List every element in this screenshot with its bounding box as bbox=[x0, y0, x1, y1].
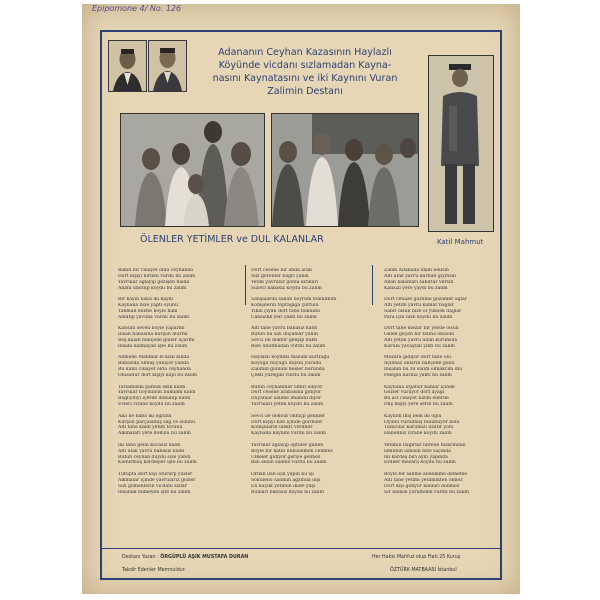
verse-line: Zalim Adanada idam edilsin bbox=[384, 268, 449, 273]
verse-line: Bu acı cinayet bizim ellerde bbox=[384, 396, 449, 402]
portrait-left bbox=[108, 40, 147, 92]
section-heading: ÖLENLER YETİMLER ve DUL KALANLAR bbox=[140, 234, 324, 245]
verse-line: Böyle bir salime ailelimme dememe bbox=[384, 471, 468, 477]
verse-line: Duyanlar salime imanını diyor bbox=[251, 396, 322, 402]
verse-line: Açılmaz onların bahçede güllü bbox=[384, 361, 455, 367]
portrait-right bbox=[148, 40, 187, 92]
stanza bbox=[384, 355, 502, 379]
verse-line: Düş kişiyi yere serdi bu zalim bbox=[384, 402, 453, 408]
verse-line: Aldatıp yavuna vurdu bu zalim bbox=[118, 314, 190, 320]
verse-line: Cansızlık yeri yaktı bu zalim bbox=[251, 314, 317, 320]
verse-line: Köyüğü büyüğü duydu yürüdü bbox=[251, 361, 322, 367]
verse-line: Altı ufak yavru babasız kaldı bbox=[118, 448, 185, 454]
verse-line: Altı tane yavru babasız kaldı bbox=[251, 326, 318, 332]
verse-line: Kansını seven böyle yaparmı bbox=[118, 326, 185, 332]
stanza bbox=[384, 414, 502, 438]
verse-line: Tozacilar karıımızı uzatır yolu bbox=[384, 425, 454, 431]
killer-photo bbox=[428, 55, 494, 232]
man-portrait-icon bbox=[149, 41, 186, 91]
stanza bbox=[251, 355, 369, 379]
author-label: Destanı Yazan bbox=[122, 555, 156, 560]
verse-line: Altı yetim yavru allah korunsun bbox=[384, 338, 458, 344]
verse-line: Yıkın çıyan dört tane büküldü bbox=[251, 308, 320, 314]
title-line: Zalimin Destanı bbox=[267, 86, 343, 97]
verse-line: Sizi gömenlerin vicdanı sızlar bbox=[118, 483, 187, 489]
stanza bbox=[118, 472, 236, 496]
verse-line: Ordan ilan için yapın bu işi bbox=[251, 471, 314, 477]
verse-line: Sabri olsun bize ol yüksek dağlar bbox=[384, 308, 462, 314]
stanza bbox=[118, 385, 236, 409]
verse-line: Sabşalarda sallan boyrum büküldüm bbox=[251, 297, 337, 303]
verse-line: Allahı unutup koydu bu zalim bbox=[118, 285, 187, 291]
verse-line: Yavrular ağlayıp öptüler günen bbox=[251, 442, 324, 448]
verse-line: İnsan babasına kurşun atarmı bbox=[118, 332, 188, 338]
verse-line: Hanenniz virane koydu zalim bbox=[384, 431, 452, 437]
verse-line: Mezara gidiyor dört tane ölü bbox=[384, 355, 451, 361]
verse-line: Dört cesene arabasına gidiyor bbox=[251, 390, 322, 396]
stanza bbox=[251, 414, 369, 438]
verse-line: Erdiler mezara koydu bu zalim bbox=[384, 460, 456, 466]
verse-line: Bir kayın baba iki kaynı bbox=[118, 297, 174, 303]
verse-line: Böyle bir katili nebisinmen cenmez bbox=[251, 448, 333, 454]
column-divider bbox=[372, 265, 373, 305]
verse-line: Bağlıydıyı içerde dökülüp kaldı bbox=[118, 396, 191, 402]
verse-line: En küçük yetimin ikide yaşı bbox=[251, 483, 316, 489]
verse-line: Yavruları yetim koydu bu zalim bbox=[251, 402, 324, 408]
verse-line: Çekti yüreğini vurdu bu zalim bbox=[251, 373, 321, 379]
verse-line: İki kardeş biri ayın yapında bbox=[384, 454, 448, 460]
verse-line: Sökülebu salimin ağzında dişi bbox=[251, 477, 321, 483]
verse-line: Dört kişiyi kan içinde gördüler bbox=[251, 419, 323, 425]
verse-line: Feleğin narına yaktı bu zalim bbox=[384, 373, 452, 379]
verse-line: Kurulu yavaştan yıktı bu zalim bbox=[384, 343, 455, 349]
stanza bbox=[118, 326, 236, 350]
verse-line: Bütün bu sizi duyanlar yandı bbox=[251, 332, 318, 338]
verse-line: Gelen geçen bir fatiha okusun bbox=[384, 332, 455, 338]
footer-author: Destanı Yazan : ÖRGÜPLÜ AŞIK MUSTAFA DURAN bbox=[122, 555, 249, 560]
crowd-photo bbox=[271, 113, 419, 227]
stanza bbox=[384, 443, 502, 467]
verse-line: Allah kalanları sabırlar versin bbox=[384, 279, 454, 285]
stanza bbox=[118, 414, 236, 438]
verse-line: Komşilerin toprağığa çürtulu bbox=[251, 303, 319, 309]
verse-line: Bütün ceyhanlılar ölmri ediyor bbox=[251, 384, 323, 390]
verse-line: Sizleri babasız koydu bu zalim bbox=[251, 285, 322, 291]
verse-line: Altı yetim yavru kanlar bağlar bbox=[384, 303, 454, 309]
verse-line: Yetimin bağırlar nerede hisarından bbox=[384, 442, 466, 448]
verse-line: Zalimin gönlüni kesler büründü bbox=[251, 367, 325, 373]
verse-line: Bakın bir cinayet oldu ceyhanda bbox=[118, 268, 194, 273]
verse-line: Kansızı yere yaydı bu zalim bbox=[384, 285, 448, 291]
verse-line: İnsanı kalmayan işte bu zalim bbox=[118, 343, 188, 349]
killer-caption: Katil Mahmut bbox=[437, 238, 484, 246]
verse-line: Dört tane mezar bir yerde ölsun bbox=[384, 326, 459, 332]
verse-line: Kaynana bize yaptı oyunu bbox=[118, 303, 178, 309]
stanza bbox=[384, 472, 502, 496]
poem-column-2 bbox=[251, 268, 369, 501]
verse-line: Tahmah eniste böyle hani bbox=[118, 308, 178, 314]
verse-line: Yetim yavrular gönlü kırıkarı bbox=[251, 279, 319, 285]
stanza bbox=[118, 443, 236, 467]
verse-line: Kaynana kaynını vurdu bu zalim bbox=[251, 431, 326, 437]
verse-line: Boş kalan bahçede güller açarmı bbox=[118, 338, 195, 344]
stanza bbox=[384, 385, 502, 409]
poem-title bbox=[185, 46, 425, 98]
verse-line: Tutupta dört kişi otururp yüzler bbox=[118, 471, 193, 477]
family-group-icon bbox=[121, 114, 264, 226]
stanza bbox=[118, 297, 236, 321]
stanza bbox=[251, 443, 369, 467]
footer-rule bbox=[102, 548, 500, 549]
verse-line: Ahmede Mahmut el kızıl kında bbox=[118, 355, 190, 361]
verse-line: Evleri virane koydu bu zalim bbox=[118, 402, 185, 408]
family-photo bbox=[120, 113, 265, 227]
verse-line: Altı tane kaldı yetim torunu bbox=[118, 425, 183, 431]
verse-line: Dört kişi gidiyor kanları dönmez bbox=[384, 483, 460, 489]
verse-line: Ana ile baba iki oğlunu bbox=[118, 413, 172, 419]
verse-line: Yavrular boynunun büküldü kaldı bbox=[118, 390, 196, 396]
verse-line: Bizi senin salime vurdu bu zalim bbox=[251, 460, 327, 466]
handwritten-note: Epipomone 4/ No. 126 bbox=[92, 4, 182, 13]
verse-line: İnsanın bu zu salim olmakcım dili bbox=[384, 367, 463, 373]
verse-line: Kaynım ibiş bem iki oğlu bbox=[384, 413, 442, 419]
verse-line: Sevci ile dokour olduçp geldiler bbox=[251, 413, 325, 419]
stanza bbox=[251, 297, 369, 321]
verse-line: Tarlamızda pamuk ekili kaldı bbox=[118, 384, 186, 390]
verse-line: Bunları babasız koydu bu zalim bbox=[251, 489, 325, 495]
verse-line: Kurşun parçalamış sağ ve solunu bbox=[118, 419, 195, 425]
column-divider bbox=[245, 265, 246, 305]
footer-rights: Her Hakkı Mahfuz olup Fiatı 25 Kuruş bbox=[372, 555, 461, 560]
verse-line: Kaynana ırgatsır kanlar içinde bbox=[384, 384, 455, 390]
verse-line: Bu kanlı cinayet oldu ceyhanda bbox=[118, 367, 191, 373]
verse-line: Yavrular ağlayıp gezişen halda bbox=[118, 279, 190, 285]
crowd-group-icon bbox=[272, 114, 418, 226]
verse-line: Bize unutmadan vurdu bu zalim bbox=[251, 343, 326, 349]
man-portrait-icon bbox=[109, 41, 146, 91]
stanza bbox=[251, 268, 369, 292]
verse-line: Ülkeler gidiyor geriye gelmez bbox=[251, 454, 321, 460]
footer-printer: ÖZTÜRK MATBAASI İstanbul bbox=[390, 568, 457, 573]
stanza bbox=[118, 268, 236, 292]
title-line: Adananın Ceyhan Kazasının Haylazlı bbox=[218, 47, 392, 58]
stanza bbox=[251, 472, 369, 496]
verse-line: Haylazlı köydeki masum kürtlüğü bbox=[251, 355, 330, 361]
title-line: nasını Kaynatasını ve iki Kaynını Vuran bbox=[212, 73, 398, 84]
verse-line: Dört cesene bir anda arab bbox=[251, 268, 312, 273]
stanza bbox=[384, 297, 502, 321]
stanza bbox=[251, 326, 369, 350]
verse-line: Alkmaları yere dökülü bu zalim bbox=[118, 431, 191, 437]
verse-line: Altı ufak yavru kurban giyinsin bbox=[384, 273, 457, 279]
stanza bbox=[251, 385, 369, 409]
verse-line: Dört cenaze gözüme gözanler ağlar bbox=[384, 297, 467, 303]
verse-line: Gözler vuruyor dört ayağı bbox=[384, 390, 445, 396]
stanza bbox=[384, 326, 502, 350]
verse-line: Alkmalar içinde yavrularız gözler bbox=[118, 477, 196, 483]
title-line: Köyünde vicdanı sızlamadan Kayna- bbox=[218, 60, 392, 71]
verse-line: Ölüsüdür dört kişiyi kapı bu zalim bbox=[118, 373, 198, 379]
verse-line: Sevci ile doktor gelişip baktı bbox=[251, 338, 318, 344]
verse-line: Babasıda ölmüş yanıyor yanda bbox=[118, 361, 189, 367]
verse-line: Komşuların ülekri verdiler bbox=[251, 425, 313, 431]
verse-line: İnsanlık bilmeyen işte bu zalim bbox=[118, 489, 191, 495]
verse-line: Kudurmuş kardeşler işte bu zalim bbox=[118, 460, 197, 466]
standing-man-icon bbox=[429, 56, 493, 231]
verse-line: Altı tane yetimi yetimlikten ölmez bbox=[384, 477, 463, 483]
verse-line: Sir hadise yürümden vurdu bu zalim bbox=[384, 489, 469, 495]
verse-line: İki tane gelin kocasız kaldı bbox=[118, 442, 181, 448]
verse-line: Öçünü vurulmuş bulunuyor bolu bbox=[384, 419, 460, 425]
verse-line: Sizi görenler bağrı yanık bbox=[251, 273, 309, 279]
footer-thanks: Takdir Edenler Memnuldur. bbox=[122, 568, 186, 573]
verse-line: İsmimin ismisin bize saçında bbox=[384, 448, 451, 454]
stanza bbox=[118, 355, 236, 379]
verse-line: Para için bize koydu bu zalim bbox=[384, 314, 453, 320]
verse-line: Dört kişiyi birden vurdu bu zalim bbox=[118, 273, 196, 279]
poem-column-1 bbox=[118, 268, 236, 501]
author-name: ÖRGÜPLÜ AŞIK MUSTAFA DURAN bbox=[160, 555, 249, 560]
stanza bbox=[384, 268, 502, 292]
poem-column-3 bbox=[384, 268, 502, 501]
verse-line: Bütün ceyhan duydu size yandı bbox=[118, 454, 191, 460]
